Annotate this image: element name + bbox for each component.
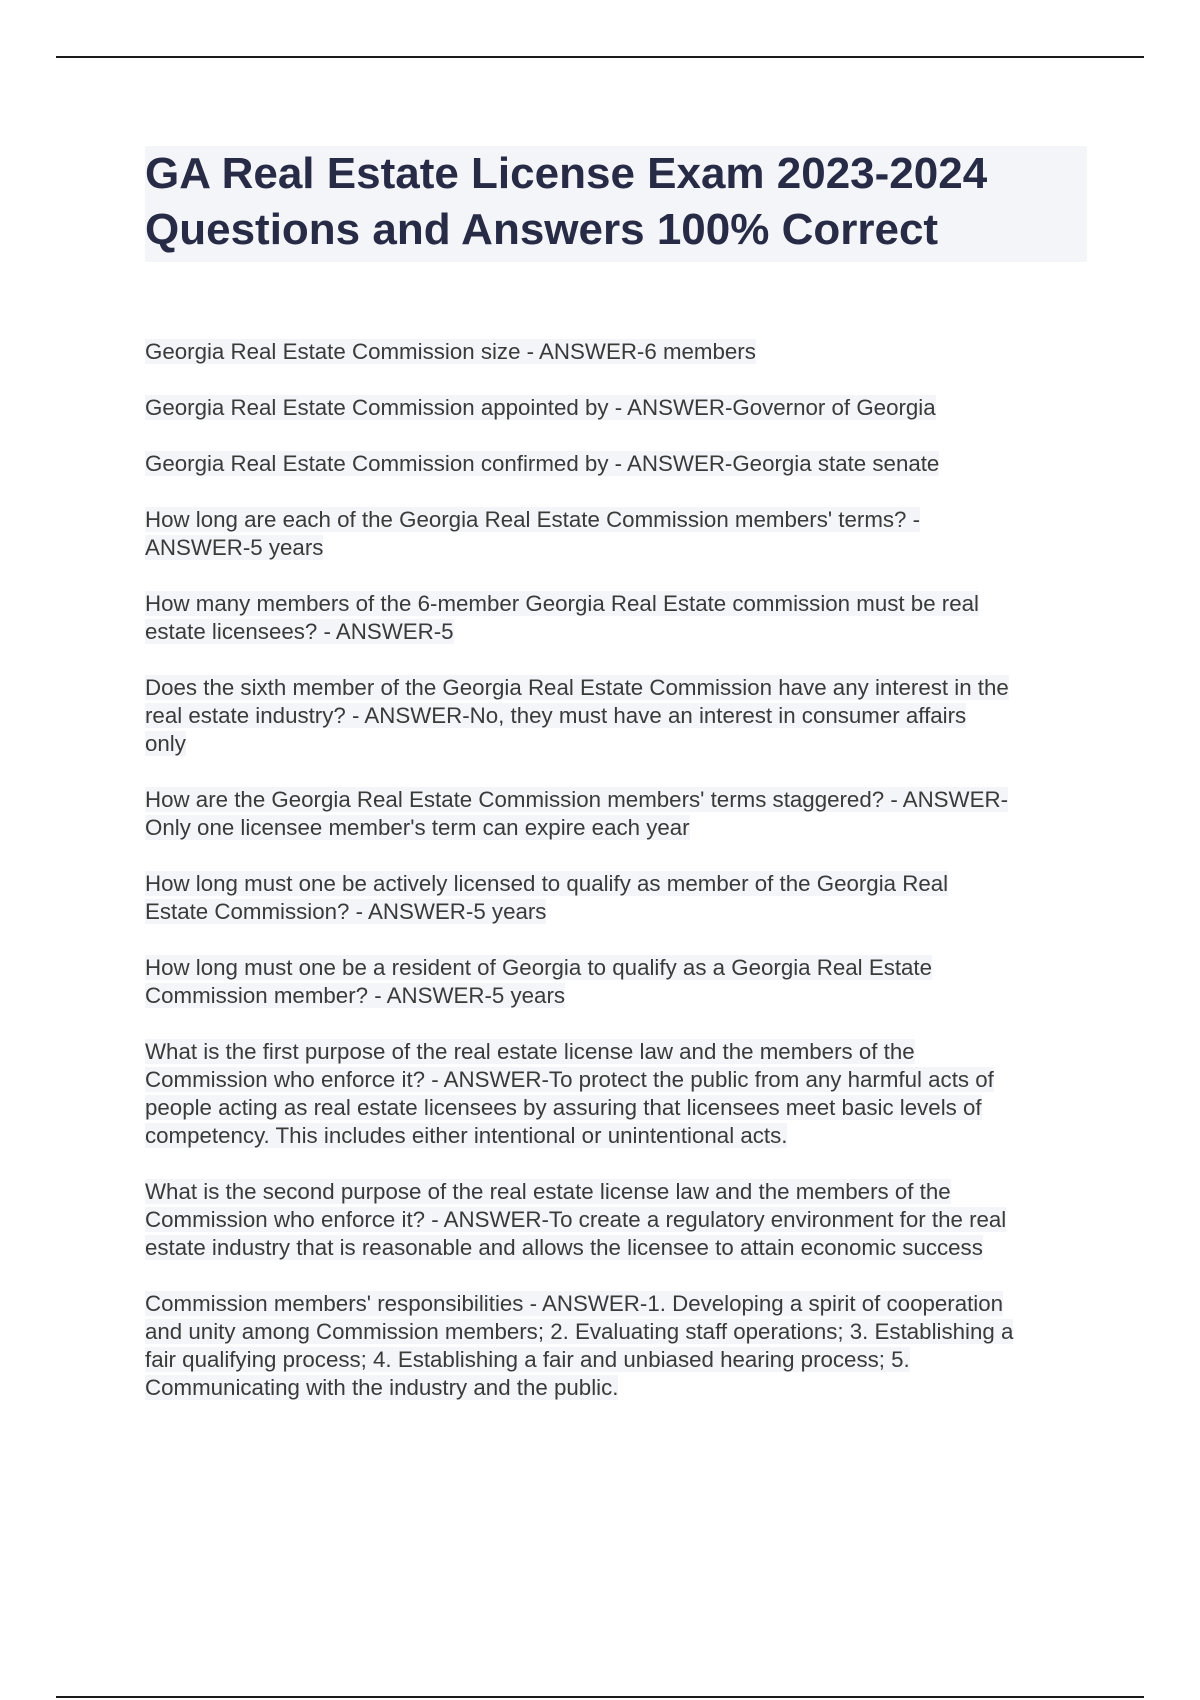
qa-text: Georgia Real Estate Commission appointed by - ANSWER-Governor of Georgia (145, 395, 936, 420)
qa-text-line (145, 674, 1090, 702)
qa-item (145, 450, 1090, 478)
qa-text: Commission who enforce it? - ANSWER-To protect the public from any harmful acts of (145, 1067, 994, 1092)
qa-item (145, 1038, 1090, 1150)
qa-item (145, 1178, 1090, 1262)
qa-item (145, 674, 1090, 758)
qa-text-line (145, 814, 1090, 842)
qa-text-line (145, 1374, 1090, 1402)
qa-text: estate licensees? - ANSWER-5 (145, 619, 454, 644)
qa-item (145, 590, 1090, 646)
qa-text: ANSWER-5 years (145, 535, 324, 560)
qa-text: and unity among Commission members; 2. Evaluating staff operations; 3. Establishing a (145, 1319, 1014, 1344)
qa-text: Communicating with the industry and the public. (145, 1375, 619, 1400)
qa-text-line (145, 1038, 1090, 1066)
qa-text: Estate Commission? - ANSWER-5 years (145, 899, 547, 924)
qa-text: people acting as real estate licensees by assuring that licensees meet basic levels of (145, 1095, 982, 1120)
qa-text-line (145, 702, 1090, 730)
qa-text-line (145, 786, 1090, 814)
qa-text-line (145, 1234, 1090, 1262)
qa-text: What is the second purpose of the real estate license law and the members of the (145, 1179, 951, 1204)
qa-text: Commission member? - ANSWER-5 years (145, 983, 566, 1008)
qa-text-line (145, 730, 1090, 758)
qa-text-line (145, 1122, 1090, 1150)
qa-text: Only one licensee member's term can expire each year (145, 815, 690, 840)
qa-text-line (145, 1094, 1090, 1122)
qa-text: Georgia Real Estate Commission confirmed by - ANSWER-Georgia state senate (145, 451, 940, 476)
qa-item (145, 954, 1090, 1010)
qa-text: What is the first purpose of the real estate license law and the members of the (145, 1039, 915, 1064)
qa-text: How long are each of the Georgia Real Estate Commission members' terms? - (145, 507, 921, 532)
qa-text-line (145, 618, 1090, 646)
qa-text-line (145, 394, 1090, 422)
qa-text: estate industry that is reasonable and allows the licensee to attain economic success (145, 1235, 983, 1260)
qa-text-line (145, 506, 1090, 534)
top-divider (56, 56, 1144, 58)
qa-text-line (145, 1346, 1090, 1374)
qa-item (145, 394, 1090, 422)
qa-text-line (145, 590, 1090, 618)
qa-text-line (145, 1066, 1090, 1094)
title-line-2: Questions and Answers 100% Correct (145, 205, 939, 254)
qa-item (145, 506, 1090, 562)
qa-text-line (145, 898, 1090, 926)
qa-text: Does the sixth member of the Georgia Real Estate Commission have any interest in the (145, 675, 1009, 700)
qa-item (145, 338, 1090, 366)
qa-text-line (145, 982, 1090, 1010)
bottom-divider (56, 1696, 1144, 1698)
qa-text: real estate industry? - ANSWER-No, they must have an interest in consumer affairs (145, 703, 967, 728)
qa-text: How long must one be a resident of Georgia to qualify as a Georgia Real Estate (145, 955, 933, 980)
title-line-1: GA Real Estate License Exam 2023-2024 (145, 149, 988, 198)
qa-item (145, 870, 1090, 926)
qa-text-line (145, 954, 1090, 982)
qa-text: Commission members' responsibilities - ANSWER-1. Developing a spirit of cooperation (145, 1291, 1004, 1316)
qa-text-line (145, 1178, 1090, 1206)
qa-text: How many members of the 6-member Georgia Real Estate commission must be real (145, 591, 979, 616)
qa-text: How long must one be actively licensed to qualify as member of the Georgia Real (145, 871, 949, 896)
qa-text: only (145, 731, 186, 756)
qa-list (145, 338, 1090, 1430)
qa-item (145, 786, 1090, 842)
qa-text-line (145, 534, 1090, 562)
qa-item (145, 1290, 1090, 1402)
qa-text-line (145, 338, 1090, 366)
document-title (145, 146, 1087, 262)
qa-text-line (145, 870, 1090, 898)
qa-text-line (145, 1206, 1090, 1234)
qa-text: fair qualifying process; 4. Establishing a fair and unbiased hearing process; 5. (145, 1347, 910, 1372)
qa-text-line (145, 1318, 1090, 1346)
qa-text: Georgia Real Estate Commission size - ANSWER-6 members (145, 339, 756, 364)
qa-text-line (145, 450, 1090, 478)
qa-text: How are the Georgia Real Estate Commission members' terms staggered? - ANSWER- (145, 787, 1008, 812)
qa-text-line (145, 1290, 1090, 1318)
qa-text: competency. This includes either intentional or unintentional acts. (145, 1123, 788, 1148)
qa-text: Commission who enforce it? - ANSWER-To create a regulatory environment for the real (145, 1207, 1007, 1232)
